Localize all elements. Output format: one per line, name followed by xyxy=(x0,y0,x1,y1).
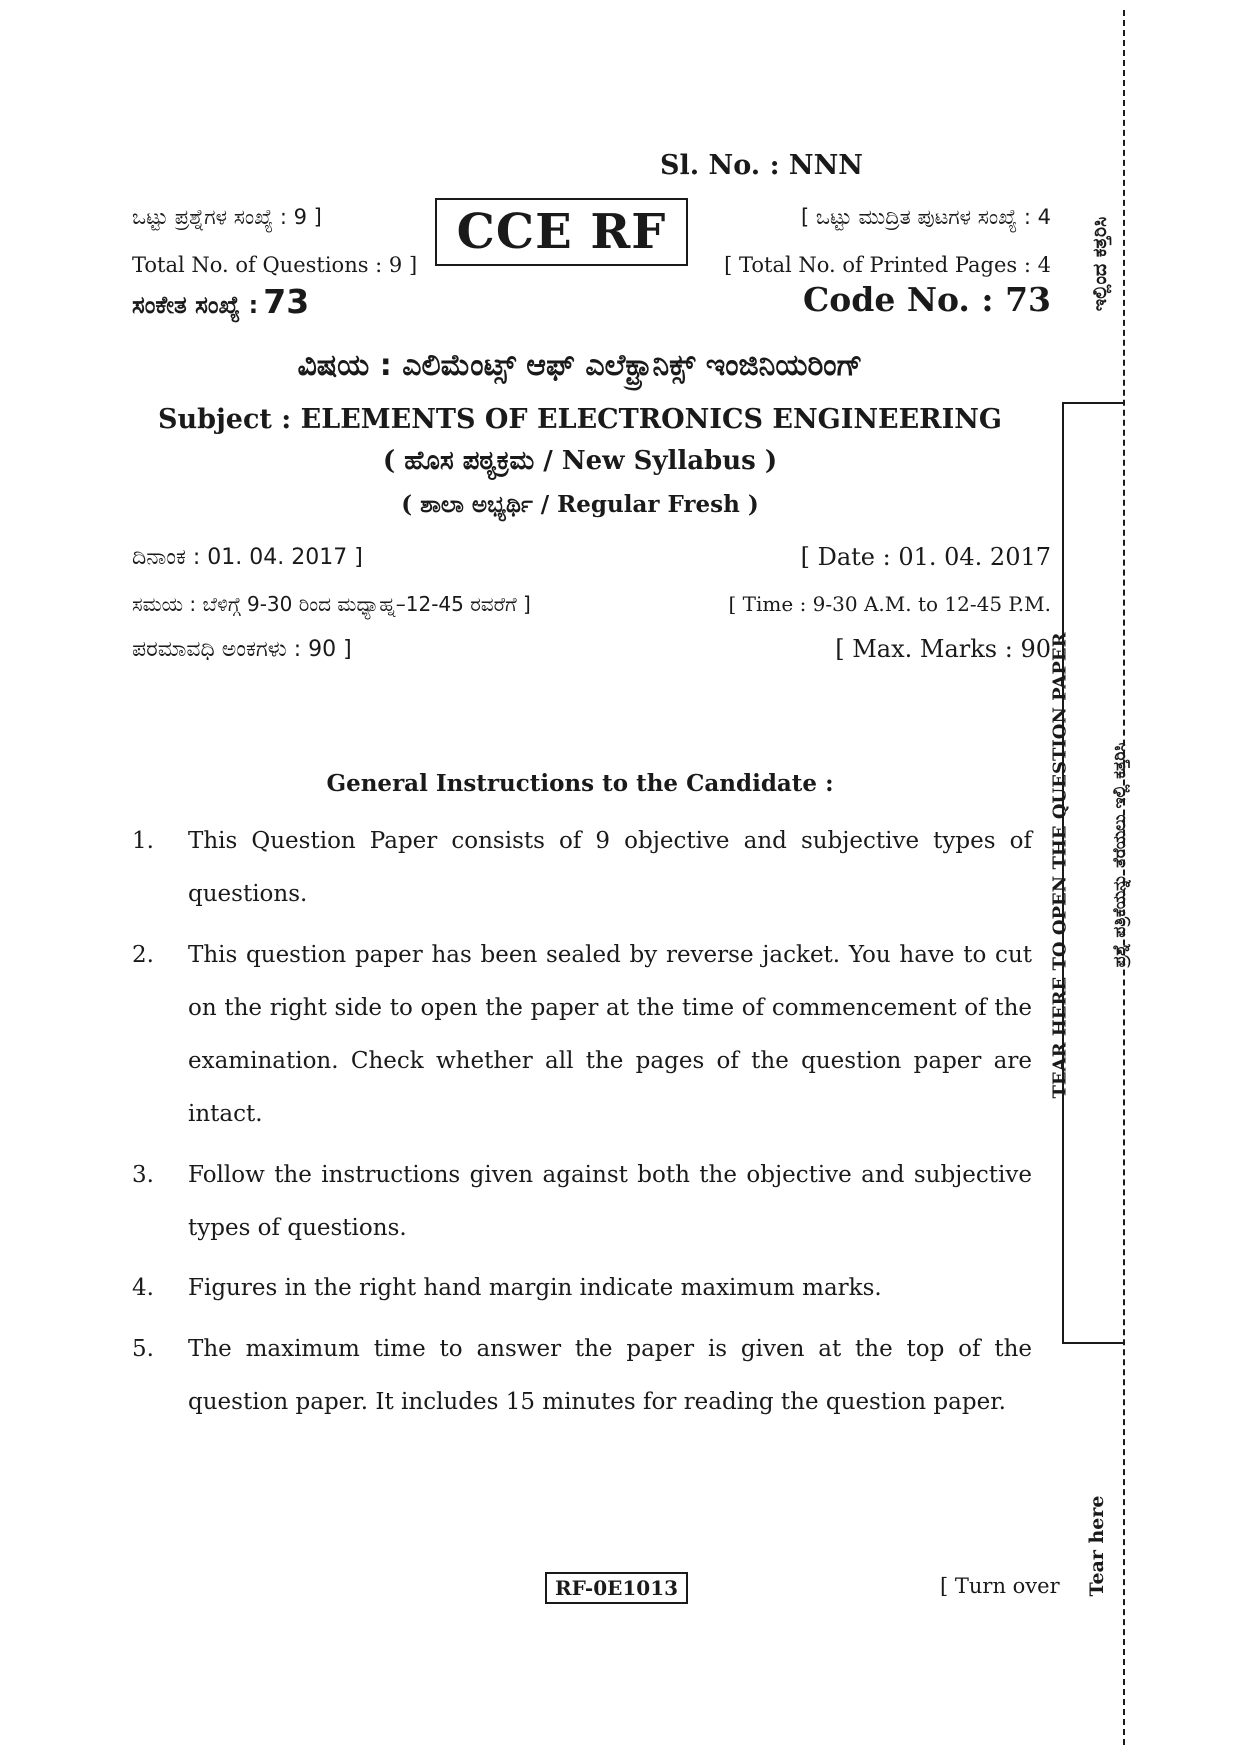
turn-over-label: [ Turn over xyxy=(940,1574,1060,1598)
instruction-text: Follow the instructions given against both the objective and subjective types of questions. xyxy=(188,1162,1032,1241)
max-marks-en: [ Max. Marks : 90 xyxy=(835,635,1051,663)
tear-here-label: Tear here xyxy=(1086,1495,1108,1597)
printed-pages-kn: [ ಒಟ್ಟು ಮುದ್ರಿತ ಪುಟಗಳ ಸಂಖ್ಯೆ : 4 xyxy=(800,205,1051,229)
instruction-number: 4. xyxy=(132,1275,154,1301)
cut-here-kn-label: ಇಲ್ಲಿಂದ ಕತ್ತರಿಸಿ xyxy=(1089,216,1111,312)
code-number-kn-label: ಸಂಕೇತ ಸಂಖ್ಯೆ : xyxy=(132,291,259,319)
tear-label-en: TEAR HERE TO OPEN THE QUESTION PAPER xyxy=(1049,632,1071,1099)
instruction-text: The maximum time to answer the paper is given at the top of the question paper. It includes 15 minutes for reading the question paper. xyxy=(188,1336,1032,1415)
tear-label-kn: ಪ್ರಶ್ನೆ ಪತ್ರಿಕೆಯನ್ನು ತೆರೆಯಲು ಇಲ್ಲಿ ಕತ್ತರಿಸಿ xyxy=(1110,742,1130,968)
candidate-type-label: ( ಶಾಲಾ ಅಭ್ಯರ್ಥಿ / Regular Fresh ) xyxy=(401,491,759,518)
exam-time-kn: ಸಮಯ : ಬೆಳಿಗ್ಗೆ 9-30 ರಿಂದ ಮಧ್ಯಾಹ್ನ–12-45 ರವರೆಗೆ ] xyxy=(132,592,531,616)
serial-number: Sl. No. : NNN xyxy=(660,150,863,181)
instruction-item xyxy=(132,929,1032,1141)
instruction-text: This question paper has been sealed by reverse jacket. You have to cut on the right side to open the paper at the time of commencement of the examination. Check whether all the pages of the question paper are intact. xyxy=(188,942,1032,1127)
instruction-item xyxy=(132,1149,1032,1255)
subject-title-en: Subject : ELEMENTS OF ELECTRONICS ENGINEERING xyxy=(158,404,1002,435)
code-number-en: Code No. : 73 xyxy=(803,280,1051,319)
instruction-number: 5. xyxy=(132,1336,154,1362)
instructions-heading: General Instructions to the Candidate : xyxy=(326,770,834,797)
cce-rf-box: CCE RF xyxy=(435,198,688,266)
instruction-item xyxy=(132,1323,1032,1429)
instruction-number: 1. xyxy=(132,828,154,854)
code-number-kn-value: 73 xyxy=(263,282,310,321)
total-questions-kn: ಒಟ್ಟು ಪ್ರಶ್ನೆಗಳ ಸಂಖ್ಯೆ : 9 ] xyxy=(132,205,322,229)
instruction-number: 2. xyxy=(132,942,154,968)
instruction-item xyxy=(132,815,1032,921)
exam-date-en: [ Date : 01. 04. 2017 xyxy=(800,543,1051,571)
instruction-text: Figures in the right hand margin indicate maximum marks. xyxy=(188,1275,882,1301)
exam-time-en: [ Time : 9-30 A.M. to 12-45 P.M. xyxy=(728,592,1051,616)
instruction-item xyxy=(132,1262,1032,1315)
syllabus-label: ( ಹೊಸ ಪಠ್ಯಕ್ರಮ / New Syllabus ) xyxy=(382,446,778,476)
instruction-text: This Question Paper consists of 9 objective and subjective types of questions. xyxy=(188,828,1032,907)
printed-pages-en: [ Total No. of Printed Pages : 4 xyxy=(724,253,1051,277)
exam-date-kn: ದಿನಾಂಕ : 01. 04. 2017 ] xyxy=(132,545,363,570)
instruction-number: 3. xyxy=(132,1162,154,1188)
total-questions-en: Total No. of Questions : 9 ] xyxy=(132,253,418,277)
paper-code-box: RF-0E1013 xyxy=(545,1572,688,1604)
subject-title-kn: ವಿಷಯ : ಎಲಿಮೆಂಟ್ಸ್ ಆಫ್ ಎಲೆಕ್ಟ್ರಾನಿಕ್ಸ್ ಇಂಜಿನಿಯರಿಂಗ್ xyxy=(297,348,863,383)
code-number-kn xyxy=(132,282,309,321)
max-marks-kn: ಪರಮಾವಧಿ ಅಂಕಗಳು : 90 ] xyxy=(132,637,352,662)
